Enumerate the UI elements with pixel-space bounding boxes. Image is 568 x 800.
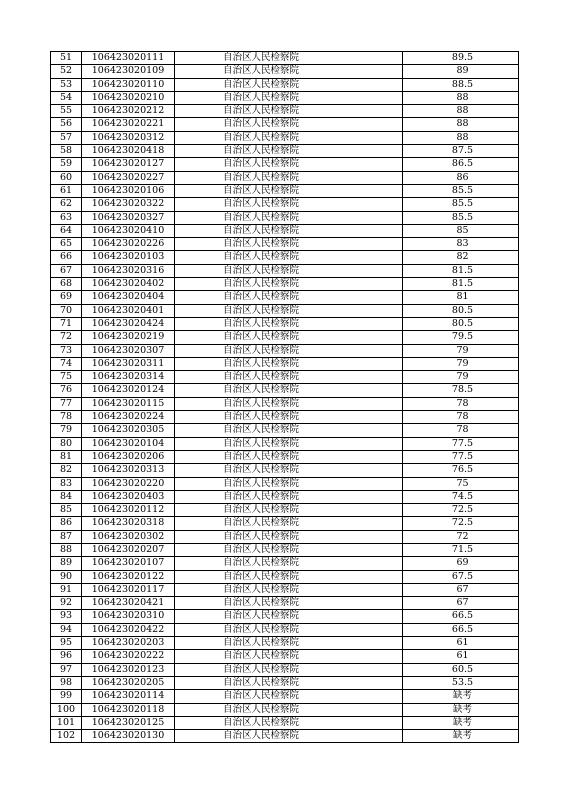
score-cell: 60.5 <box>403 663 519 676</box>
row-number-cell: 87 <box>51 530 82 543</box>
score-cell: 67.5 <box>403 570 519 583</box>
unit-cell: 自治区人民检察院 <box>175 224 403 237</box>
unit-cell: 自治区人民检察院 <box>175 676 403 689</box>
row-number-cell: 92 <box>51 597 82 610</box>
score-cell: 77.5 <box>403 437 519 450</box>
score-cell: 88 <box>403 105 519 118</box>
candidate-id-cell: 106423020122 <box>82 570 175 583</box>
row-number-cell: 79 <box>51 424 82 437</box>
score-cell: 69 <box>403 557 519 570</box>
row-number-cell: 91 <box>51 583 82 596</box>
row-number-cell: 83 <box>51 477 82 490</box>
table-row <box>51 450 519 463</box>
candidate-id-cell: 106423020227 <box>82 171 175 184</box>
score-cell: 66.5 <box>403 623 519 636</box>
unit-cell: 自治区人民检察院 <box>175 384 403 397</box>
table-row <box>51 464 519 477</box>
score-cell: 89.5 <box>403 52 519 65</box>
row-number-cell: 65 <box>51 238 82 251</box>
score-cell: 78 <box>403 411 519 424</box>
row-number-cell: 59 <box>51 158 82 171</box>
unit-cell: 自治区人民检察院 <box>175 105 403 118</box>
score-cell: 83 <box>403 238 519 251</box>
table-row <box>51 344 519 357</box>
score-cell: 79 <box>403 344 519 357</box>
row-number-cell: 85 <box>51 504 82 517</box>
candidate-id-cell: 106423020103 <box>82 251 175 264</box>
table-row <box>51 145 519 158</box>
row-number-cell: 81 <box>51 450 82 463</box>
candidate-id-cell: 106423020212 <box>82 105 175 118</box>
table-row <box>51 490 519 503</box>
table-row <box>51 91 519 104</box>
row-number-cell: 96 <box>51 650 82 663</box>
score-table <box>50 51 519 743</box>
table-row <box>51 357 519 370</box>
score-cell: 75 <box>403 477 519 490</box>
candidate-id-cell: 106423020402 <box>82 278 175 291</box>
table-row <box>51 331 519 344</box>
candidate-id-cell: 106423020219 <box>82 331 175 344</box>
unit-cell: 自治区人民检察院 <box>175 91 403 104</box>
unit-cell: 自治区人民检察院 <box>175 437 403 450</box>
unit-cell: 自治区人民检察院 <box>175 131 403 144</box>
score-cell: 53.5 <box>403 676 519 689</box>
unit-cell: 自治区人民检察院 <box>175 118 403 131</box>
table-row <box>51 78 519 91</box>
candidate-id-cell: 106423020111 <box>82 52 175 65</box>
score-cell: 78 <box>403 397 519 410</box>
row-number-cell: 57 <box>51 131 82 144</box>
score-cell: 72.5 <box>403 517 519 530</box>
unit-cell: 自治区人民检察院 <box>175 637 403 650</box>
score-cell: 79 <box>403 371 519 384</box>
unit-cell: 自治区人民检察院 <box>175 397 403 410</box>
candidate-id-cell: 106423020110 <box>82 78 175 91</box>
score-cell: 82 <box>403 251 519 264</box>
unit-cell: 自治区人民检察院 <box>175 331 403 344</box>
table-row <box>51 105 519 118</box>
unit-cell: 自治区人民检察院 <box>175 184 403 197</box>
row-number-cell: 62 <box>51 198 82 211</box>
row-number-cell: 71 <box>51 317 82 330</box>
row-number-cell: 54 <box>51 91 82 104</box>
candidate-id-cell: 106423020124 <box>82 384 175 397</box>
candidate-id-cell: 106423020305 <box>82 424 175 437</box>
unit-cell: 自治区人民检察院 <box>175 703 403 716</box>
score-cell: 缺考 <box>403 690 519 703</box>
candidate-id-cell: 106423020313 <box>82 464 175 477</box>
row-number-cell: 80 <box>51 437 82 450</box>
score-cell: 67 <box>403 583 519 596</box>
score-cell: 61 <box>403 650 519 663</box>
unit-cell: 自治区人民检察院 <box>175 65 403 78</box>
candidate-id-cell: 106423020312 <box>82 131 175 144</box>
score-cell: 80.5 <box>403 304 519 317</box>
score-cell: 缺考 <box>403 703 519 716</box>
row-number-cell: 58 <box>51 145 82 158</box>
unit-cell: 自治区人民检察院 <box>175 52 403 65</box>
candidate-id-cell: 106423020106 <box>82 184 175 197</box>
row-number-cell: 63 <box>51 211 82 224</box>
unit-cell: 自治区人民检察院 <box>175 530 403 543</box>
table-row <box>51 211 519 224</box>
unit-cell: 自治区人民检察院 <box>175 344 403 357</box>
candidate-id-cell: 106423020117 <box>82 583 175 596</box>
candidate-id-cell: 106423020224 <box>82 411 175 424</box>
row-number-cell: 95 <box>51 637 82 650</box>
table-row <box>51 198 519 211</box>
table-row <box>51 517 519 530</box>
row-number-cell: 51 <box>51 52 82 65</box>
row-number-cell: 69 <box>51 291 82 304</box>
unit-cell: 自治区人民检察院 <box>175 251 403 264</box>
table-row <box>51 397 519 410</box>
score-cell: 81.5 <box>403 278 519 291</box>
table-row <box>51 437 519 450</box>
candidate-id-cell: 106423020418 <box>82 145 175 158</box>
table-row <box>51 730 519 743</box>
score-cell: 61 <box>403 637 519 650</box>
score-cell: 72 <box>403 530 519 543</box>
candidate-id-cell: 106423020410 <box>82 224 175 237</box>
table-row <box>51 411 519 424</box>
score-cell: 76.5 <box>403 464 519 477</box>
table-row <box>51 690 519 703</box>
unit-cell: 自治区人民检察院 <box>175 517 403 530</box>
candidate-id-cell: 106423020206 <box>82 450 175 463</box>
candidate-id-cell: 106423020210 <box>82 91 175 104</box>
candidate-id-cell: 106423020424 <box>82 317 175 330</box>
row-number-cell: 78 <box>51 411 82 424</box>
candidate-id-cell: 106423020220 <box>82 477 175 490</box>
unit-cell: 自治区人民检察院 <box>175 583 403 596</box>
row-number-cell: 75 <box>51 371 82 384</box>
unit-cell: 自治区人民检察院 <box>175 411 403 424</box>
score-cell: 78.5 <box>403 384 519 397</box>
candidate-id-cell: 106423020403 <box>82 490 175 503</box>
row-number-cell: 56 <box>51 118 82 131</box>
table-row <box>51 171 519 184</box>
unit-cell: 自治区人民检察院 <box>175 357 403 370</box>
candidate-id-cell: 106423020404 <box>82 291 175 304</box>
unit-cell: 自治区人民检察院 <box>175 543 403 556</box>
candidate-id-cell: 106423020118 <box>82 703 175 716</box>
unit-cell: 自治区人民检察院 <box>175 650 403 663</box>
candidate-id-cell: 106423020311 <box>82 357 175 370</box>
table-row <box>51 663 519 676</box>
row-number-cell: 73 <box>51 344 82 357</box>
row-number-cell: 67 <box>51 264 82 277</box>
unit-cell: 自治区人民检察院 <box>175 317 403 330</box>
table-row <box>51 317 519 330</box>
unit-cell: 自治区人民检察院 <box>175 211 403 224</box>
score-cell: 87.5 <box>403 145 519 158</box>
table-row <box>51 224 519 237</box>
row-number-cell: 72 <box>51 331 82 344</box>
table-row <box>51 557 519 570</box>
table-row <box>51 158 519 171</box>
unit-cell: 自治区人民检察院 <box>175 371 403 384</box>
table-row <box>51 504 519 517</box>
table-row <box>51 477 519 490</box>
row-number-cell: 101 <box>51 716 82 729</box>
row-number-cell: 94 <box>51 623 82 636</box>
unit-cell: 自治区人民检察院 <box>175 171 403 184</box>
table-row <box>51 570 519 583</box>
score-cell: 85.5 <box>403 184 519 197</box>
score-cell: 81 <box>403 291 519 304</box>
unit-cell: 自治区人民检察院 <box>175 278 403 291</box>
score-cell: 86 <box>403 171 519 184</box>
candidate-id-cell: 106423020318 <box>82 517 175 530</box>
table-row <box>51 676 519 689</box>
score-cell: 66.5 <box>403 610 519 623</box>
unit-cell: 自治区人民检察院 <box>175 78 403 91</box>
row-number-cell: 52 <box>51 65 82 78</box>
row-number-cell: 76 <box>51 384 82 397</box>
score-cell: 67 <box>403 597 519 610</box>
candidate-id-cell: 106423020314 <box>82 371 175 384</box>
candidate-id-cell: 106423020316 <box>82 264 175 277</box>
score-cell: 缺考 <box>403 730 519 743</box>
unit-cell: 自治区人民检察院 <box>175 716 403 729</box>
table-row <box>51 530 519 543</box>
row-number-cell: 55 <box>51 105 82 118</box>
unit-cell: 自治区人民检察院 <box>175 145 403 158</box>
row-number-cell: 99 <box>51 690 82 703</box>
row-number-cell: 61 <box>51 184 82 197</box>
candidate-id-cell: 106423020310 <box>82 610 175 623</box>
unit-cell: 自治区人民检察院 <box>175 264 403 277</box>
candidate-id-cell: 106423020104 <box>82 437 175 450</box>
table-row <box>51 304 519 317</box>
row-number-cell: 90 <box>51 570 82 583</box>
candidate-id-cell: 106423020221 <box>82 118 175 131</box>
score-cell: 81.5 <box>403 264 519 277</box>
score-cell: 74.5 <box>403 490 519 503</box>
row-number-cell: 102 <box>51 730 82 743</box>
table-row <box>51 131 519 144</box>
table-row <box>51 610 519 623</box>
score-cell: 85 <box>403 224 519 237</box>
score-sheet <box>50 51 519 743</box>
unit-cell: 自治区人民检察院 <box>175 158 403 171</box>
score-cell: 79 <box>403 357 519 370</box>
candidate-id-cell: 106423020205 <box>82 676 175 689</box>
unit-cell: 自治区人民检察院 <box>175 610 403 623</box>
unit-cell: 自治区人民检察院 <box>175 490 403 503</box>
table-row <box>51 52 519 65</box>
candidate-id-cell: 106423020107 <box>82 557 175 570</box>
candidate-id-cell: 106423020302 <box>82 530 175 543</box>
unit-cell: 自治区人民检察院 <box>175 198 403 211</box>
table-row <box>51 597 519 610</box>
row-number-cell: 86 <box>51 517 82 530</box>
candidate-id-cell: 106423020123 <box>82 663 175 676</box>
unit-cell: 自治区人民检察院 <box>175 450 403 463</box>
unit-cell: 自治区人民检察院 <box>175 477 403 490</box>
score-cell: 85.5 <box>403 198 519 211</box>
candidate-id-cell: 106423020125 <box>82 716 175 729</box>
candidate-id-cell: 106423020222 <box>82 650 175 663</box>
candidate-id-cell: 106423020114 <box>82 690 175 703</box>
candidate-id-cell: 106423020307 <box>82 344 175 357</box>
score-cell: 89 <box>403 65 519 78</box>
score-cell: 71.5 <box>403 543 519 556</box>
table-row <box>51 384 519 397</box>
unit-cell: 自治区人民检察院 <box>175 424 403 437</box>
unit-cell: 自治区人民检察院 <box>175 597 403 610</box>
candidate-id-cell: 106423020422 <box>82 623 175 636</box>
candidate-id-cell: 106423020109 <box>82 65 175 78</box>
candidate-id-cell: 106423020327 <box>82 211 175 224</box>
unit-cell: 自治区人民检察院 <box>175 291 403 304</box>
score-cell: 78 <box>403 424 519 437</box>
table-row <box>51 278 519 291</box>
unit-cell: 自治区人民检察院 <box>175 464 403 477</box>
candidate-id-cell: 106423020130 <box>82 730 175 743</box>
candidate-id-cell: 106423020127 <box>82 158 175 171</box>
row-number-cell: 64 <box>51 224 82 237</box>
table-row <box>51 543 519 556</box>
candidate-id-cell: 106423020112 <box>82 504 175 517</box>
table-row <box>51 118 519 131</box>
row-number-cell: 66 <box>51 251 82 264</box>
row-number-cell: 60 <box>51 171 82 184</box>
score-cell: 77.5 <box>403 450 519 463</box>
score-cell: 85.5 <box>403 211 519 224</box>
candidate-id-cell: 106423020421 <box>82 597 175 610</box>
table-row <box>51 238 519 251</box>
row-number-cell: 53 <box>51 78 82 91</box>
table-row <box>51 716 519 729</box>
row-number-cell: 82 <box>51 464 82 477</box>
row-number-cell: 74 <box>51 357 82 370</box>
unit-cell: 自治区人民检察院 <box>175 557 403 570</box>
score-cell: 缺考 <box>403 716 519 729</box>
candidate-id-cell: 106423020115 <box>82 397 175 410</box>
table-row <box>51 650 519 663</box>
score-cell: 72.5 <box>403 504 519 517</box>
unit-cell: 自治区人民检察院 <box>175 304 403 317</box>
row-number-cell: 97 <box>51 663 82 676</box>
table-row <box>51 251 519 264</box>
candidate-id-cell: 106423020226 <box>82 238 175 251</box>
unit-cell: 自治区人民检察院 <box>175 690 403 703</box>
unit-cell: 自治区人民检察院 <box>175 504 403 517</box>
table-row <box>51 264 519 277</box>
row-number-cell: 93 <box>51 610 82 623</box>
score-cell: 88 <box>403 118 519 131</box>
row-number-cell: 68 <box>51 278 82 291</box>
unit-cell: 自治区人民检察院 <box>175 730 403 743</box>
score-table-body <box>51 52 519 743</box>
table-row <box>51 583 519 596</box>
score-cell: 86.5 <box>403 158 519 171</box>
row-number-cell: 70 <box>51 304 82 317</box>
row-number-cell: 100 <box>51 703 82 716</box>
unit-cell: 自治区人民检察院 <box>175 663 403 676</box>
row-number-cell: 77 <box>51 397 82 410</box>
score-cell: 80.5 <box>403 317 519 330</box>
score-cell: 88 <box>403 131 519 144</box>
row-number-cell: 98 <box>51 676 82 689</box>
table-row <box>51 637 519 650</box>
candidate-id-cell: 106423020401 <box>82 304 175 317</box>
table-row <box>51 623 519 636</box>
table-row <box>51 184 519 197</box>
table-row <box>51 371 519 384</box>
table-row <box>51 65 519 78</box>
table-row <box>51 703 519 716</box>
table-row <box>51 291 519 304</box>
score-cell: 88 <box>403 91 519 104</box>
row-number-cell: 88 <box>51 543 82 556</box>
unit-cell: 自治区人民检察院 <box>175 570 403 583</box>
candidate-id-cell: 106423020207 <box>82 543 175 556</box>
candidate-id-cell: 106423020203 <box>82 637 175 650</box>
unit-cell: 自治区人民检察院 <box>175 238 403 251</box>
table-row <box>51 424 519 437</box>
score-cell: 79.5 <box>403 331 519 344</box>
row-number-cell: 89 <box>51 557 82 570</box>
row-number-cell: 84 <box>51 490 82 503</box>
unit-cell: 自治区人民检察院 <box>175 623 403 636</box>
score-cell: 88.5 <box>403 78 519 91</box>
candidate-id-cell: 106423020322 <box>82 198 175 211</box>
